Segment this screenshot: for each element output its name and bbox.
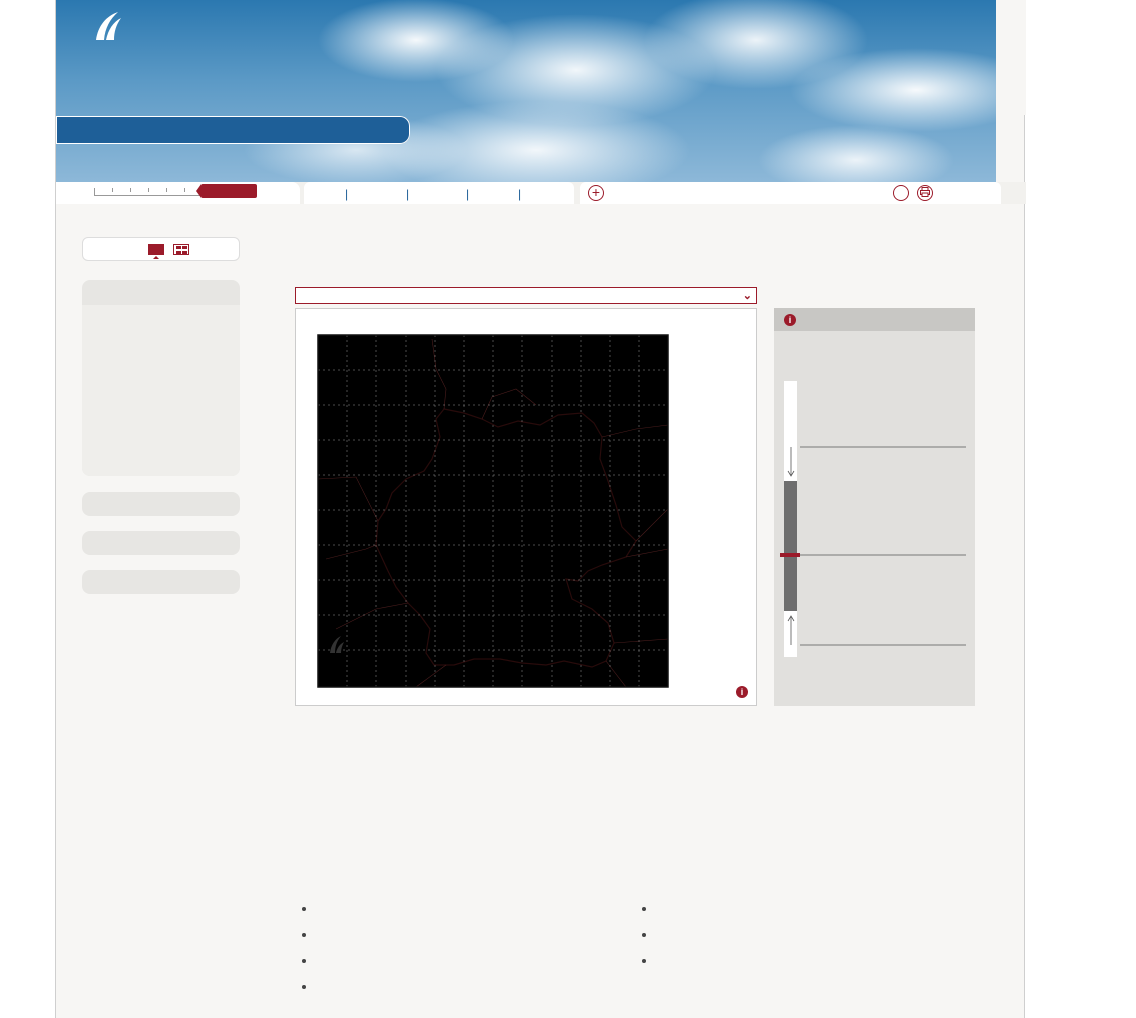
tab-separator: | [466,187,470,201]
sidebar-group-body [82,305,240,476]
banner-edge [996,0,1026,115]
sidebar-group-wind[interactable] [82,531,240,555]
help-icon[interactable] [893,185,909,201]
map-svg [296,309,756,705]
timeline-slider[interactable] [56,182,300,204]
page-container [55,0,1025,1018]
range-diagram [774,308,975,706]
site-title-bar[interactable] [56,116,410,144]
tab-separator: | [345,187,349,201]
view-toggle [82,237,240,261]
tab-separator: | [406,187,410,201]
helmholtz-logo[interactable] [92,10,292,70]
multi-map-view-icon[interactable] [173,244,189,255]
climate-map[interactable] [295,308,757,706]
description-text [295,716,985,731]
region-selector[interactable] [580,182,910,204]
plus-circle-icon[interactable]: + [588,185,604,201]
helmholtz-logo-icon [92,10,122,44]
chevron-down-icon: ⌄ [742,290,752,302]
range-diagram-svg [774,331,975,706]
active-view-marker [153,256,159,259]
range-diagram-header [774,308,975,331]
season-tabs [304,182,574,204]
tab-separator: | [518,187,522,201]
header-banner [56,0,1026,182]
sidebar-group-temperatur [82,280,240,476]
sidebar-group-header [82,280,240,304]
toolbar [881,182,1001,204]
timeline-window-handle[interactable] [201,184,257,198]
single-map-view-icon[interactable] [148,244,164,255]
info-icon[interactable]: i [784,314,796,326]
map-info-icon[interactable]: i [736,686,748,698]
sidebar-group-vegetation[interactable] [82,570,240,594]
sidebar-group-niederschlag[interactable] [82,492,240,516]
model-select[interactable] [295,287,757,304]
print-icon[interactable] [917,185,933,201]
